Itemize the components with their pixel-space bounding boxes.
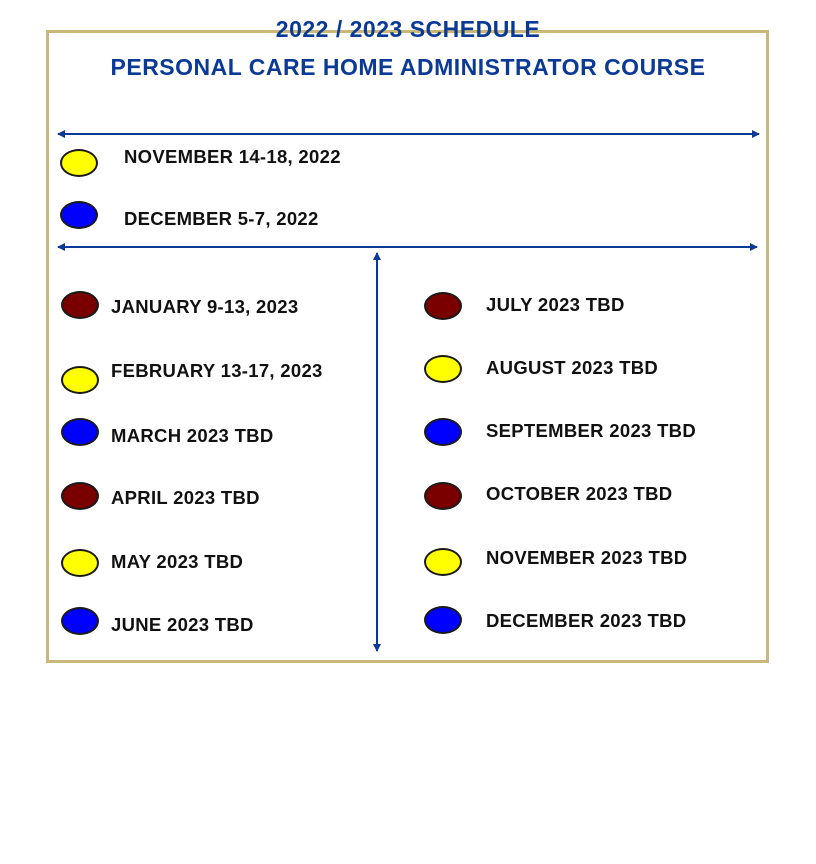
color-dot-icon: [61, 366, 99, 394]
color-dot-icon: [61, 607, 99, 635]
color-dot-icon: [61, 549, 99, 577]
session-label: DECEMBER 2023 TBD: [486, 610, 687, 631]
session-label: NOVEMBER 2023 TBD: [486, 547, 688, 568]
session-label: MAY 2023 TBD: [111, 551, 244, 572]
color-dot-icon: [424, 606, 462, 634]
color-dot-icon: [424, 482, 462, 510]
color-dot-icon: [60, 149, 98, 177]
session-label: APRIL 2023 TBD: [111, 487, 260, 508]
color-dot-icon: [61, 291, 99, 319]
session-label: JANUARY 9-13, 2023: [111, 296, 299, 317]
color-dot-icon: [424, 292, 462, 320]
session-label: JULY 2023 TBD: [486, 294, 625, 315]
session-label: NOVEMBER 14-18, 2022: [124, 146, 341, 167]
color-dot-icon: [424, 355, 462, 383]
session-label: JUNE 2023 TBD: [111, 614, 254, 635]
color-dot-icon: [61, 418, 99, 446]
session-label: AUGUST 2023 TBD: [486, 357, 659, 378]
color-dot-icon: [424, 418, 462, 446]
course-title: PERSONAL CARE HOME ADMINISTRATOR COURSE: [110, 54, 706, 80]
color-dot-icon: [424, 548, 462, 576]
schedule-title: 2022 / 2023 SCHEDULE: [275, 16, 541, 42]
session-label: FEBRUARY 13-17, 2023: [111, 360, 323, 381]
session-label: DECEMBER 5-7, 2022: [124, 208, 319, 229]
color-dot-icon: [60, 201, 98, 229]
color-dot-icon: [61, 482, 99, 510]
session-label: OCTOBER 2023 TBD: [486, 483, 673, 504]
session-label: MARCH 2023 TBD: [111, 425, 274, 446]
session-label: SEPTEMBER 2023 TBD: [486, 420, 696, 441]
